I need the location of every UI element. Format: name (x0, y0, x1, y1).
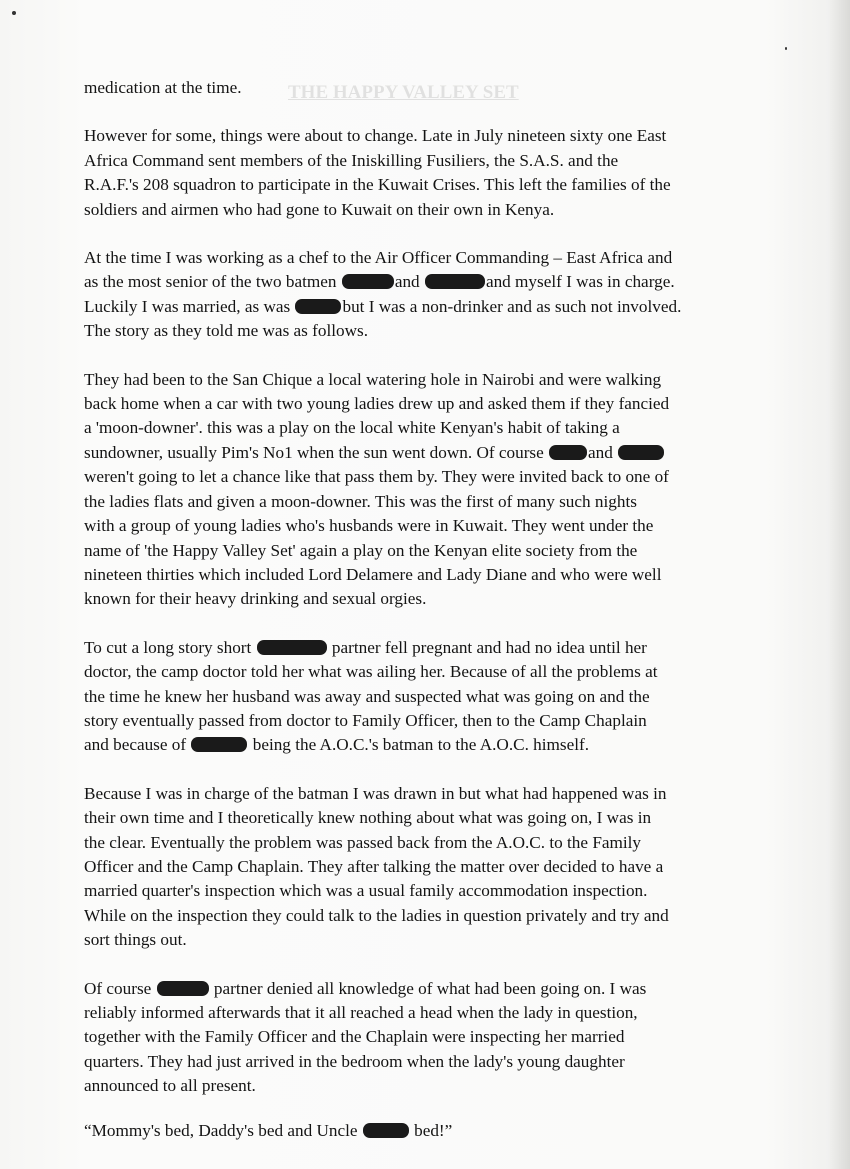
text-line (84, 539, 764, 563)
paragraph (84, 636, 764, 758)
text-line (84, 270, 764, 294)
text-segment: and (588, 442, 618, 462)
text-line (84, 198, 764, 222)
text-segment: They had been to the San Chique a local watering hole in Nairobi and were walking (84, 369, 662, 389)
paragraph (84, 368, 764, 612)
page-edge-shadow (828, 0, 850, 1169)
text-segment: At the time I was working as a chef to the Air Officer Commanding – East Africa and (84, 248, 673, 268)
redaction-mark (191, 737, 247, 752)
text-segment: The story as they told me was as follows. (84, 321, 369, 341)
text-segment: medication at the time. (84, 78, 242, 97)
text-line (84, 806, 764, 830)
text-line (84, 124, 764, 148)
text-segment: story eventually passed from doctor to Family Officer, then to the Camp Chaplain (84, 710, 647, 730)
redaction-mark (549, 445, 587, 460)
text-segment: While on the inspection they could talk to the ladies in question privately and try and (84, 905, 669, 925)
paragraph (84, 246, 764, 344)
text-segment: their own time and I theoretically knew nothing about what was going on, I was in (84, 808, 652, 828)
text-line (84, 295, 764, 319)
text-line (84, 514, 764, 538)
text-line (84, 1001, 764, 1025)
text-line (84, 587, 764, 611)
text-line (84, 904, 764, 928)
paragraph (84, 76, 764, 100)
redaction-mark (295, 299, 341, 314)
paragraph (84, 1119, 764, 1143)
text-line (84, 636, 764, 660)
text-line (84, 392, 764, 416)
redaction-mark (363, 1123, 409, 1138)
text-segment: Africa Command sent members of the Iniskilling Fusiliers, the S.A.S. and the (84, 150, 619, 170)
text-segment: Because I was in charge of the batman I was drawn in but what had happened was in (84, 783, 667, 803)
text-segment: married quarter's inspection which was a usual family accommodation inspection. (84, 881, 648, 901)
text-segment: nineteen thirties which included Lord Delamere and Lady Diane and who were well (84, 564, 662, 584)
text-segment: “Mommy's bed, Daddy's bed and Uncle (84, 1120, 362, 1140)
text-segment: doctor, the camp doctor told her what was ailing her. Because of all the problems at (84, 662, 658, 682)
text-line (84, 1050, 764, 1074)
text-segment: together with the Family Officer and the Chaplain were inspecting her married (84, 1027, 625, 1047)
text-segment: and because of (84, 735, 191, 755)
text-segment: reliably informed afterwards that it all reached a head when the lady in question, (84, 1003, 638, 1022)
text-segment: To cut a long story short (84, 637, 256, 657)
text-segment: Luckily I was married, as was (84, 296, 295, 316)
text-line (84, 831, 764, 855)
paper-speck (785, 47, 787, 50)
text-segment: name of 'the Happy Valley Set' again a play on the Kenyan elite society from the (84, 540, 638, 560)
redaction-mark (425, 274, 485, 289)
text-line (84, 465, 764, 489)
text-segment: quarters. They had just arrived in the bedroom when the lady's young daughter (84, 1051, 625, 1071)
redaction-mark (157, 981, 209, 996)
text-line (84, 368, 764, 392)
text-segment: with a group of young ladies who's husbands were in Kuwait. They went under the (84, 516, 654, 536)
text-segment: and (394, 272, 424, 292)
text-line (84, 977, 764, 1001)
show-through-title: THE HAPPY VALLEY SET (288, 82, 519, 103)
text-segment: the clear. Eventually the problem was passed back from the A.O.C. to the Family (84, 832, 642, 852)
paragraph (84, 124, 764, 222)
text-segment: as the most senior of the two batmen (84, 272, 341, 292)
text-line (84, 855, 764, 879)
redaction-mark (618, 445, 664, 460)
text-segment: soldiers and airmen who had gone to Kuwait on their own in Kenya. (84, 199, 555, 219)
text-segment: partner denied all knowledge of what had been going on. I was (209, 978, 647, 998)
text-segment: bed!” (409, 1120, 453, 1140)
document-body (84, 76, 764, 1167)
paragraph (84, 782, 764, 953)
text-segment: back home when a car with two young ladies drew up and asked them if they fancied (84, 394, 670, 414)
text-segment: a 'moon-downer'. this was a play on the local white Kenyan's habit of taking a (84, 418, 620, 438)
text-segment: Of course (84, 978, 156, 998)
text-segment: known for their heavy drinking and sexual orgies. (84, 589, 427, 609)
text-segment: and myself I was in charge. (485, 272, 675, 292)
text-line (84, 782, 764, 806)
text-line (84, 1025, 764, 1049)
text-segment: the ladies flats and given a moon-downer. This was the first of many such nights (84, 491, 637, 511)
text-segment: However for some, things were about to change. Late in July nineteen sixty one East (84, 126, 667, 146)
text-line (84, 1119, 764, 1143)
text-line (84, 685, 764, 709)
redaction-mark (342, 274, 394, 289)
text-segment: announced to all present. (84, 1076, 256, 1096)
paragraph (84, 977, 764, 1099)
text-segment: R.A.F.'s 208 squadron to participate in the Kuwait Crises. This left the families of the (84, 175, 671, 195)
redaction-mark (257, 640, 327, 655)
text-line (84, 246, 764, 270)
text-line (84, 416, 764, 440)
text-line (84, 879, 764, 903)
text-line (84, 173, 764, 197)
text-line (84, 441, 764, 465)
text-line (84, 490, 764, 514)
text-line (84, 1074, 764, 1098)
text-line (84, 149, 764, 173)
text-line (84, 928, 764, 952)
text-segment: sundowner, usually Pim's No1 when the sun went down. Of course (84, 442, 549, 462)
text-segment: partner fell pregnant and had no idea until her (327, 637, 647, 657)
text-segment: weren't going to let a chance like that pass them by. They were invited back to one of (84, 467, 669, 487)
paper-speck (12, 11, 16, 15)
text-segment: but I was a non-drinker and as such not involved. (342, 296, 682, 316)
text-segment: sort things out. (84, 930, 187, 950)
text-line (84, 563, 764, 587)
text-segment: the time he knew her husband was away and suspected what was going on and the (84, 686, 650, 706)
text-segment: Officer and the Camp Chaplain. They after talking the matter over decided to have a (84, 856, 664, 876)
text-line (84, 319, 764, 343)
text-line (84, 76, 764, 100)
text-line (84, 733, 764, 757)
text-segment: being the A.O.C.'s batman to the A.O.C. himself. (248, 735, 590, 755)
text-line (84, 660, 764, 684)
text-line (84, 709, 764, 733)
